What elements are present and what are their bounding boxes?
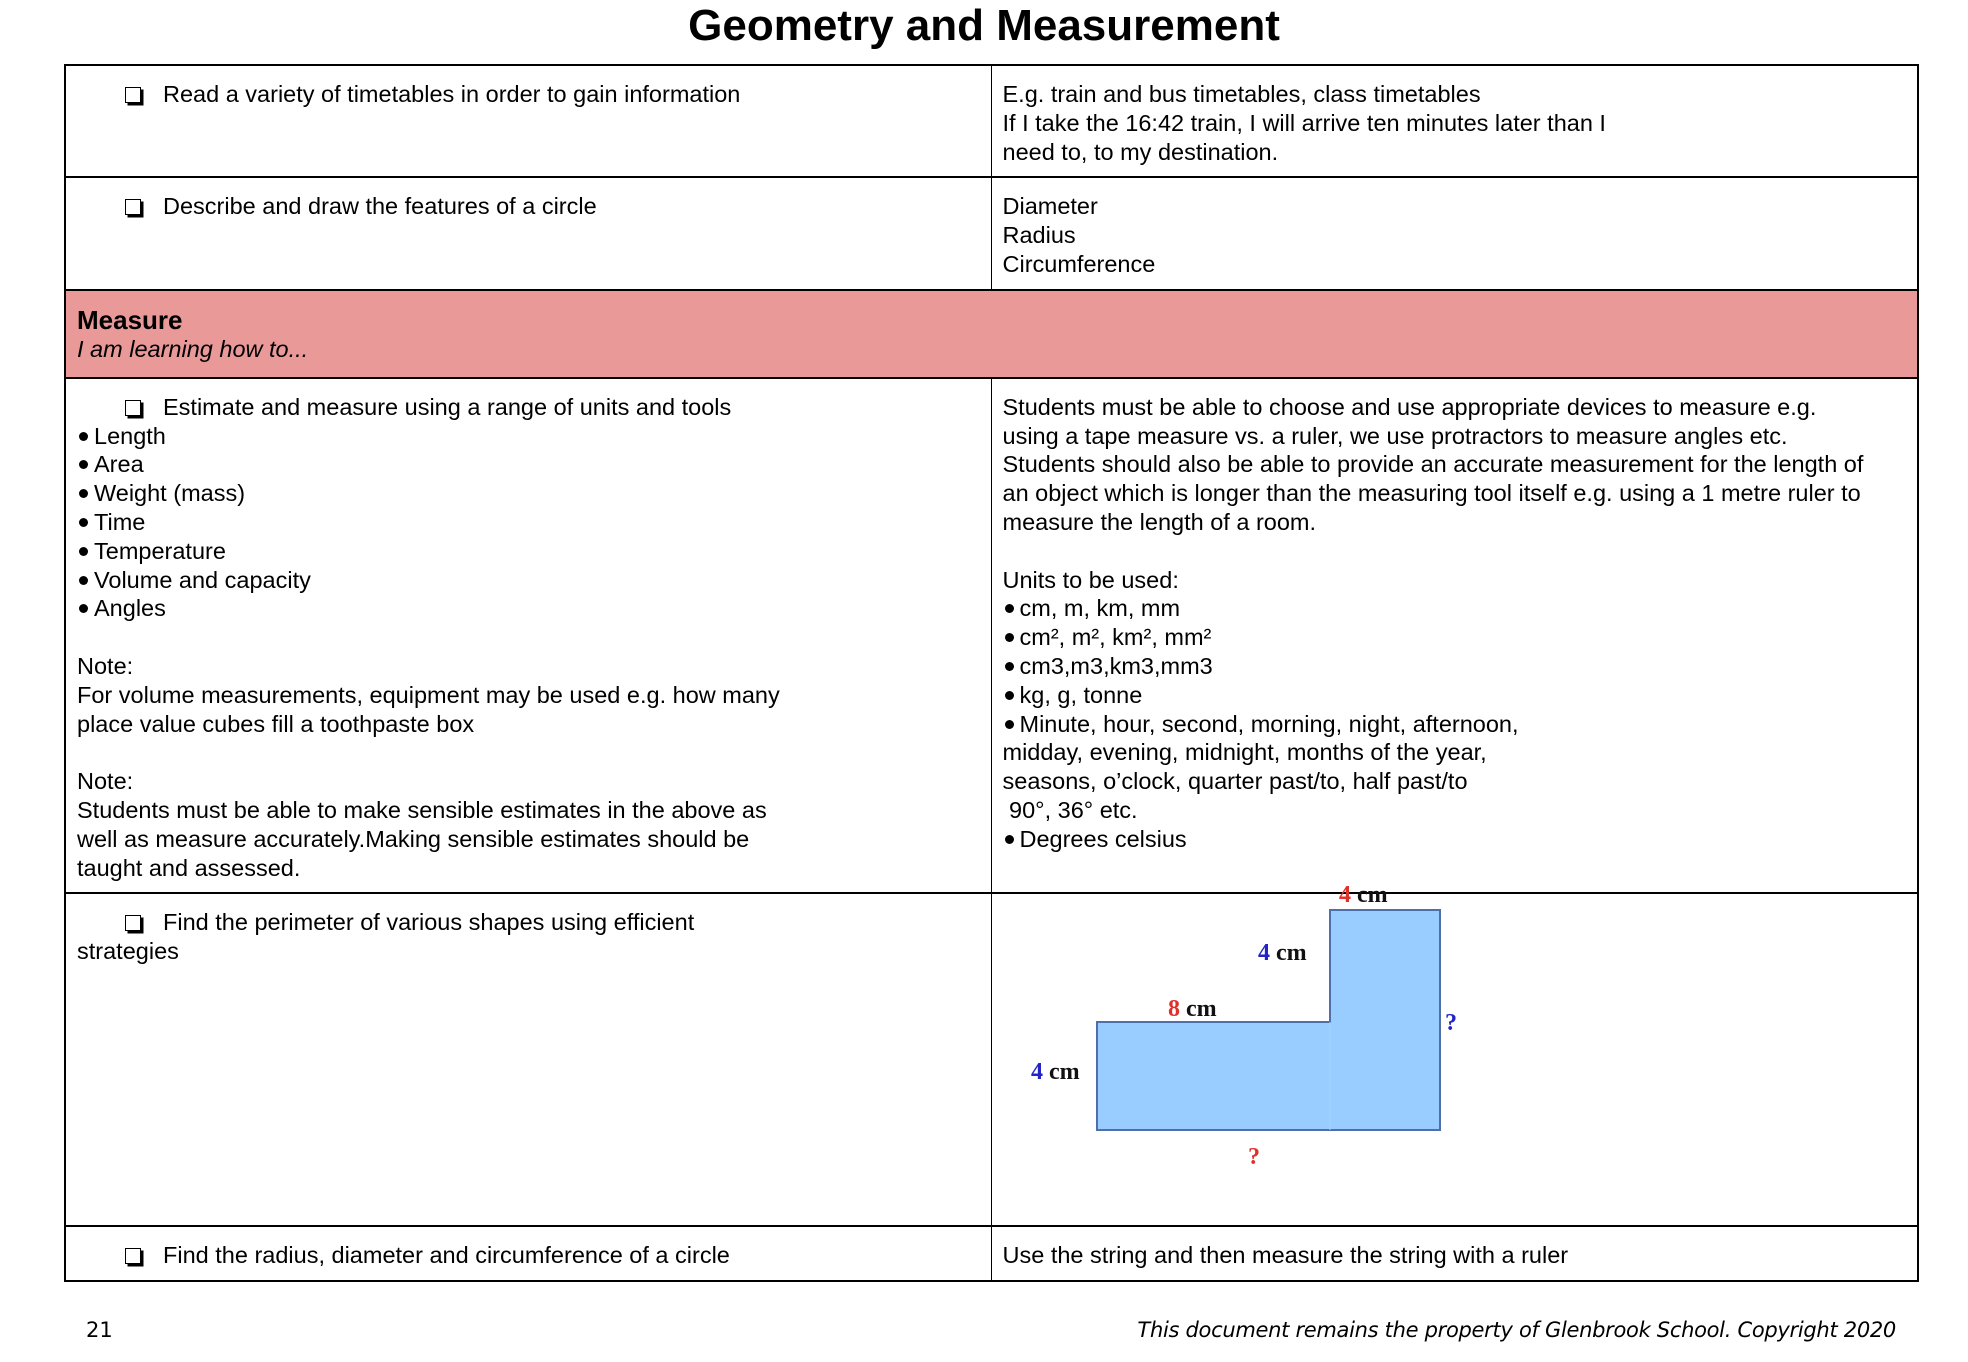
page-title: Geometry and Measurement (688, 1, 1280, 50)
list-item: Area (77, 450, 981, 479)
objective-cell (65, 378, 991, 894)
note-text: taught and assessed. (77, 854, 301, 881)
label-bottom-unknown: ? (1247, 1144, 1260, 1171)
objective-cell (65, 893, 991, 1226)
example-line: measure the length of a room. (1002, 508, 1317, 535)
copyright-notice: This document remains the property of Glenbrook School. Copyright 2020 (1137, 1318, 1896, 1342)
label-top: 4 cm (1338, 882, 1388, 909)
objective-text: Estimate and measure using a range of units and tools (163, 393, 732, 420)
checkbox-icon (125, 915, 141, 931)
bullet-icon (1005, 662, 1014, 671)
list-item: Degrees celsius (1003, 825, 1908, 854)
list-item: Angles (77, 594, 981, 623)
objective-cell (65, 1226, 991, 1281)
table-row (65, 1226, 1918, 1281)
example-line: If I take the 16:42 train, I will arrive ten minutes later than I (1002, 109, 1606, 136)
list-item-continuation: 90°, 36° etc. (1002, 796, 1138, 823)
bullet-icon (79, 576, 88, 585)
objective-text: Describe and draw the features of a circle (163, 193, 597, 220)
units-label: Units to be used: (1002, 566, 1179, 593)
example-line: Students must be able to choose and use appropriate devices to measure e.g. (1002, 393, 1817, 420)
example-line: E.g. train and bus timetables, class timetables (1002, 81, 1481, 107)
objective-cell (65, 177, 991, 289)
checkbox-icon (125, 199, 141, 215)
example-cell (991, 1226, 1918, 1281)
bullet-icon (79, 518, 88, 527)
objective-text: Read a variety of timetables in order to gain information (163, 81, 741, 107)
bullet-icon (1005, 835, 1014, 844)
l-shape-diagram (1003, 882, 1903, 1216)
example-line: Students should also be able to provide an accurate measurement for the length of (1002, 451, 1864, 478)
objective-text: Find the radius, diameter and circumference of a circle (163, 1242, 730, 1269)
page-number: 21 (86, 1318, 113, 1342)
checkbox-icon (125, 87, 141, 103)
checkbox-icon (125, 1248, 141, 1264)
example-line: using a tape measure vs. a ruler, we use protractors to measure angles etc. (1002, 422, 1788, 449)
bullet-icon (1005, 604, 1014, 613)
section-header-row (65, 290, 1918, 378)
list-item: Time (77, 508, 981, 537)
label-inner-vertical: 4 cm (1257, 940, 1307, 967)
example-line: Circumference (1002, 250, 1156, 277)
bullet-icon (79, 547, 88, 556)
note-text: For volume measurements, equipment may be used e.g. how many (77, 681, 780, 708)
curriculum-table (64, 64, 1919, 1282)
list-item: Volume and capacity (77, 566, 981, 595)
table-row (65, 177, 1918, 289)
list-item-continuation: midday, evening, midnight, months of the year, (1002, 739, 1487, 766)
note-label: Note: (77, 652, 134, 679)
bullet-icon (79, 604, 88, 613)
note-text: well as measure accurately.Making sensible estimates should be (77, 825, 750, 852)
example-line: Radius (1002, 222, 1076, 249)
example-line: Diameter (1002, 193, 1098, 220)
label-step: 8 cm (1167, 996, 1217, 1023)
example-cell (991, 65, 1918, 177)
example-line: need to, to my destination. (1002, 138, 1279, 165)
perimeter-diagram (1003, 882, 1908, 1208)
note-text: place value cubes fill a toothpaste box (77, 710, 475, 737)
objective-cell (65, 65, 991, 177)
table-row (65, 65, 1918, 177)
list-item: kg, g, tonne (1003, 681, 1908, 710)
label-right-unknown: ? (1444, 1010, 1457, 1037)
bullet-icon (79, 489, 88, 498)
bullet-icon (1005, 633, 1014, 642)
section-title: Measure (77, 304, 183, 335)
list-item: Weight (mass) (77, 479, 981, 508)
list-item: cm², m², km², mm² (1003, 623, 1908, 652)
section-header-cell (65, 290, 1918, 378)
checkbox-icon (125, 400, 141, 416)
section-subtitle: I am learning how to... (77, 335, 309, 362)
list-item: Length (77, 422, 981, 451)
table-row (65, 893, 1918, 1226)
note-label: Note: (77, 768, 134, 795)
list-item: cm, m, km, mm (1003, 594, 1908, 623)
example-cell (991, 882, 1918, 1226)
objective-text: Find the perimeter of various shapes using efficient (163, 909, 695, 936)
note-text: Students must be able to make sensible estimates in the above as (77, 796, 767, 823)
label-left: 4 cm (1030, 1059, 1080, 1086)
example-cell (991, 378, 1918, 894)
bullet-icon (1005, 691, 1014, 700)
example-cell (991, 177, 1918, 289)
list-item: Temperature (77, 537, 981, 566)
example-line: Use the string and then measure the string with a ruler (1002, 1242, 1569, 1269)
list-item: cm3,m3,km3,mm3 (1003, 652, 1908, 681)
list-item-continuation: seasons, o’clock, quarter past/to, half past/to (1002, 768, 1468, 795)
bullet-icon (79, 432, 88, 441)
bullet-icon (1005, 720, 1014, 729)
table-row (65, 378, 1918, 894)
objective-text-continuation: strategies (77, 938, 179, 965)
bullet-icon (79, 460, 88, 469)
list-item: Minute, hour, second, morning, night, afternoon, (1003, 710, 1908, 739)
example-line: an object which is longer than the measuring tool itself e.g. using a 1 metre ruler to (1002, 480, 1861, 507)
